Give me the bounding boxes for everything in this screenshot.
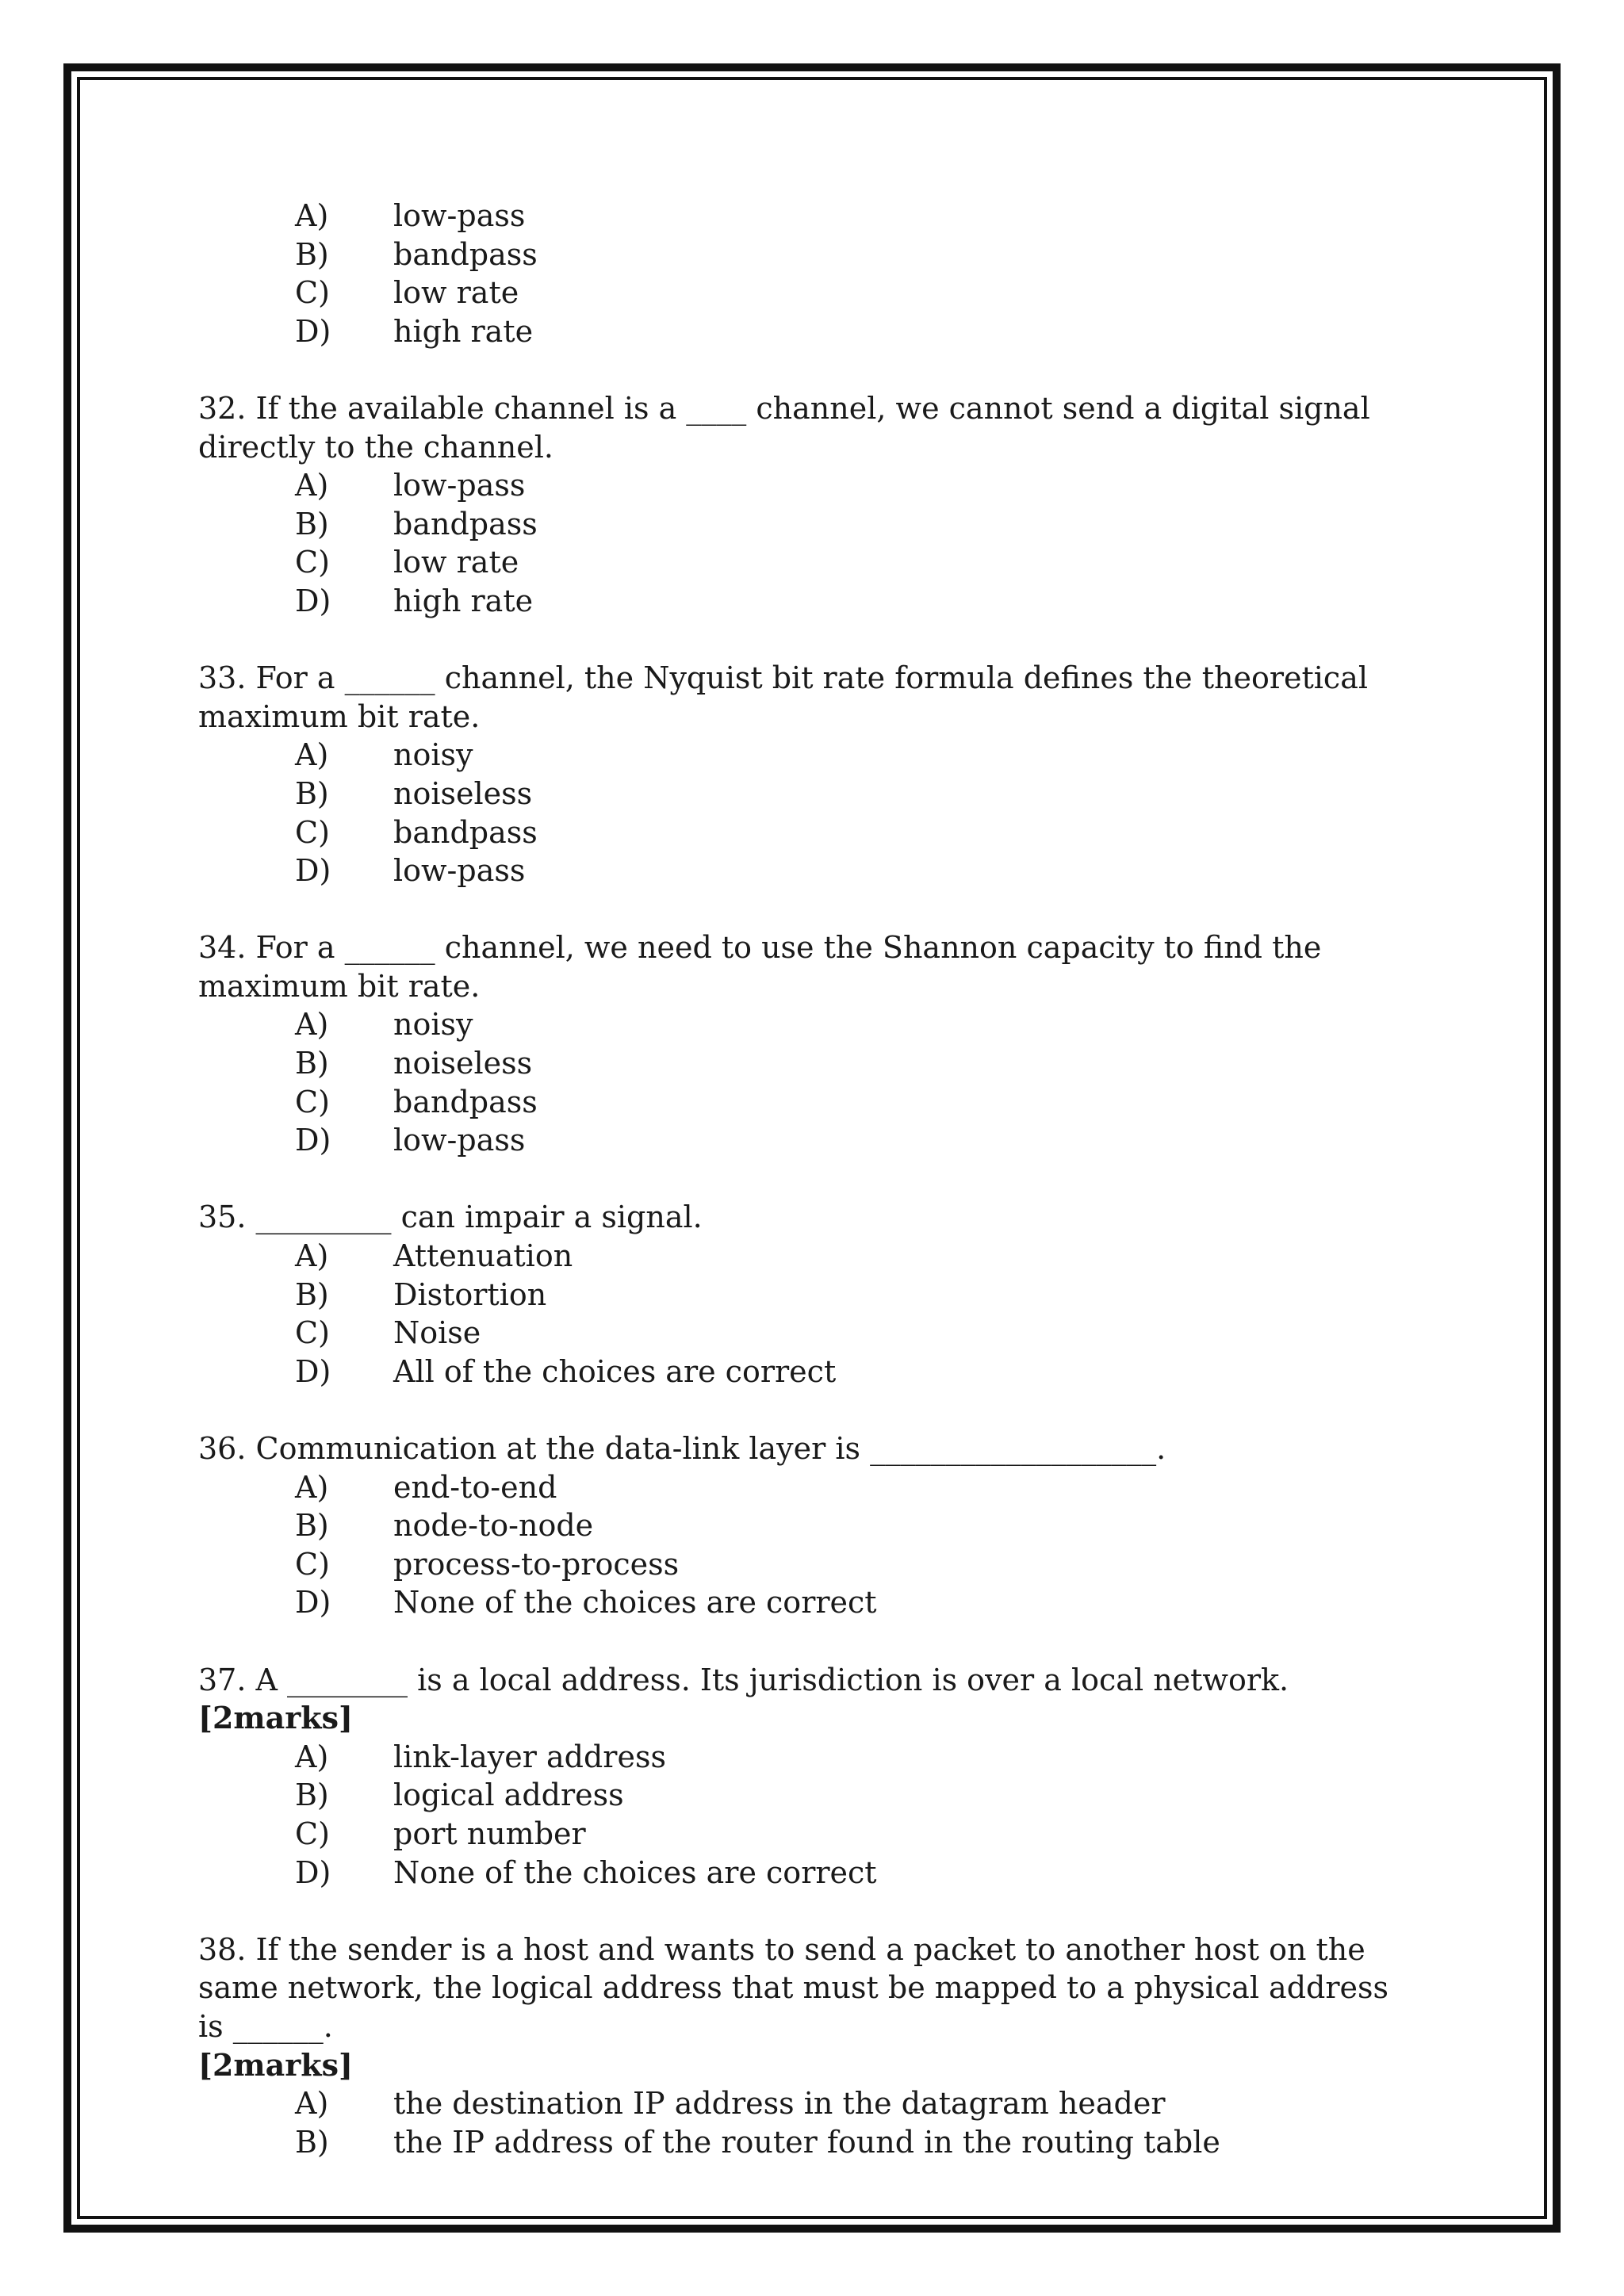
option-text: high rate	[393, 583, 534, 618]
option-letter: C)	[295, 275, 330, 311]
option-letter: A)	[295, 737, 329, 773]
option-row	[198, 1121, 1404, 1160]
option-letter: B)	[295, 1046, 329, 1081]
option-row	[198, 1545, 1404, 1584]
option-text: bandpass	[393, 506, 538, 541]
option-text: None of the choices are correct	[393, 1585, 877, 1621]
option-text: Attenuation	[393, 1238, 573, 1274]
option-letter: A)	[295, 468, 329, 503]
option-row	[198, 2084, 1404, 2123]
option-text: low-pass	[393, 198, 526, 233]
option-row	[198, 274, 1404, 312]
option-row	[198, 582, 1404, 621]
question-text: 32. If the available channel is a ____ channel, we cannot send a digital signal directly to the channel.	[198, 390, 1370, 465]
option-text: noisy	[393, 1007, 473, 1043]
option-row	[198, 1738, 1404, 1777]
option-text: high rate	[393, 313, 534, 349]
option-text: noisy	[393, 737, 473, 773]
option-text: bandpass	[393, 1084, 538, 1119]
option-row	[198, 775, 1404, 813]
option-letter: A)	[295, 198, 329, 233]
question-35	[198, 1198, 1404, 1391]
option-letter: B)	[295, 236, 329, 272]
option-letter: A)	[295, 1739, 329, 1774]
option-text: noiseless	[393, 1046, 533, 1081]
option-row	[198, 1276, 1404, 1314]
question-text: 33. For a ______ channel, the Nyquist bit rate formula defines the theoretical maximum bit rate.	[198, 660, 1369, 734]
option-letter: B)	[295, 506, 329, 541]
question-text: 36. Communication at the data-link layer is ___________________.	[198, 1431, 1166, 1466]
option-letter: C)	[295, 1084, 330, 1119]
option-row	[198, 1506, 1404, 1545]
option-text: Distortion	[393, 1276, 547, 1312]
option-text: low-pass	[393, 468, 526, 503]
option-text: low-pass	[393, 853, 526, 889]
option-text: port number	[393, 1816, 586, 1851]
option-row	[198, 1314, 1404, 1353]
option-letter: D)	[295, 1353, 331, 1389]
question-36	[198, 1429, 1404, 1622]
exam-content	[198, 197, 1404, 2161]
option-text: None of the choices are correct	[393, 1854, 877, 1890]
option-text: low rate	[393, 545, 519, 580]
option-text: process-to-process	[393, 1546, 680, 1582]
option-row	[198, 1468, 1404, 1507]
option-letter: D)	[295, 1585, 331, 1621]
option-letter: D)	[295, 1123, 331, 1158]
marks-label: [2marks]	[198, 1700, 353, 1736]
option-letter: C)	[295, 545, 330, 580]
option-letter: B)	[295, 1508, 329, 1544]
marks-label: [2marks]	[198, 2046, 353, 2083]
option-row	[198, 1353, 1404, 1391]
option-row	[198, 505, 1404, 544]
option-letter: B)	[295, 1276, 329, 1312]
question-text: 34. For a ______ channel, we need to use the Shannon capacity to find the maximum bit rate.	[198, 930, 1322, 1004]
question-38	[198, 1931, 1404, 2162]
option-row	[198, 197, 1404, 235]
option-letter: D)	[295, 1854, 331, 1890]
option-row	[198, 1776, 1404, 1815]
option-text: the IP address of the router found in the routing table	[393, 2124, 1220, 2160]
question-33	[198, 659, 1404, 890]
option-text: node-to-node	[393, 1508, 594, 1544]
option-row	[198, 1237, 1404, 1276]
option-letter: D)	[295, 313, 331, 349]
option-text: logical address	[393, 1777, 624, 1813]
option-row	[198, 1583, 1404, 1622]
option-text: low rate	[393, 275, 519, 311]
option-row	[198, 235, 1404, 274]
option-letter: C)	[295, 1546, 330, 1582]
option-letter: A)	[295, 1238, 329, 1274]
option-letter: C)	[295, 1315, 330, 1351]
option-row	[198, 1083, 1404, 1122]
option-row	[198, 1815, 1404, 1854]
option-letter: B)	[295, 1777, 329, 1813]
option-text: end-to-end	[393, 1469, 557, 1505]
option-row	[198, 813, 1404, 852]
option-text: link-layer address	[393, 1739, 666, 1774]
option-text: bandpass	[393, 236, 538, 272]
option-letter: B)	[295, 775, 329, 811]
option-row	[198, 1044, 1404, 1083]
option-text: All of the choices are correct	[393, 1353, 837, 1389]
question-text: 35. _________ can impair a signal.	[198, 1200, 703, 1235]
option-text: noiseless	[393, 775, 533, 811]
option-letter: A)	[295, 1007, 329, 1043]
question-text: 38. If the sender is a host and wants to send a packet to another host on the same network, the logical address that must be mapped to a physical address is ______. [2marks]	[198, 1931, 1389, 2083]
option-letter: C)	[295, 814, 330, 850]
option-row	[198, 1005, 1404, 1044]
question-text: 37. A ________ is a local address. Its jurisdiction is over a local network. [2marks]	[198, 1662, 1289, 1736]
option-letter: A)	[295, 1469, 329, 1505]
option-letter: D)	[295, 853, 331, 889]
option-letter: B)	[295, 2124, 329, 2160]
option-letter: A)	[295, 2086, 329, 2122]
option-row	[198, 2123, 1404, 2162]
option-text: bandpass	[393, 814, 538, 850]
option-row	[198, 1854, 1404, 1892]
option-text: low-pass	[393, 1123, 526, 1158]
option-text: Noise	[393, 1315, 481, 1351]
continued-question-31	[198, 197, 1404, 350]
option-text: the destination IP address in the datagram header	[393, 2086, 1166, 2122]
option-row	[198, 466, 1404, 505]
option-letter: C)	[295, 1816, 330, 1851]
option-row	[198, 736, 1404, 775]
option-row	[198, 312, 1404, 351]
question-37	[198, 1661, 1404, 1892]
question-32	[198, 389, 1404, 621]
option-row	[198, 543, 1404, 582]
option-row	[198, 851, 1404, 890]
question-34	[198, 928, 1404, 1160]
option-letter: D)	[295, 583, 331, 618]
